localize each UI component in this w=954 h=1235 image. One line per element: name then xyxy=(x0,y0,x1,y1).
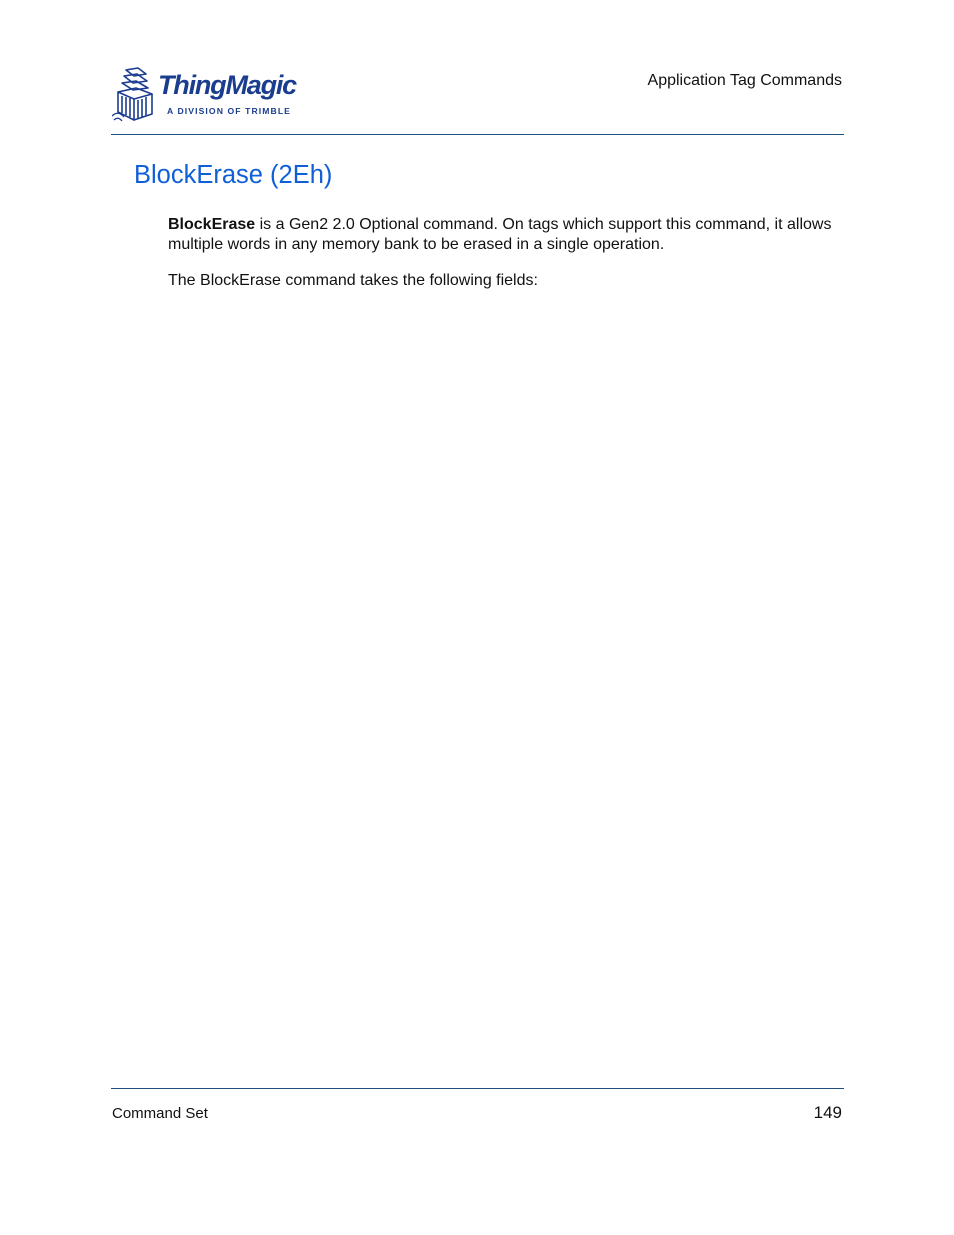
running-header-section: Application Tag Commands xyxy=(647,72,842,89)
header-rule xyxy=(111,134,844,135)
rfid-cube-icon xyxy=(112,66,162,124)
page-number: 149 xyxy=(813,1103,842,1122)
section-heading: BlockErase (2Eh) xyxy=(134,161,333,189)
thingmagic-logo xyxy=(112,66,312,126)
running-footer-section: Command Set xyxy=(112,1105,208,1122)
logo-tagline: A DIVISION OF TRIMBLE xyxy=(167,106,291,116)
footer-rule xyxy=(111,1088,844,1089)
intro-paragraph xyxy=(168,215,844,255)
intro-paragraph-text: is a Gen2 2.0 Optional command. On tags which support this command, it allows multiple words in any memory bank to be erased in a single operation. xyxy=(168,216,832,253)
command-name-bold: BlockErase xyxy=(168,216,256,233)
fields-intro-paragraph: The BlockErase command takes the following fields: xyxy=(168,272,538,289)
logo-wordmark: ThingMagic xyxy=(158,70,296,100)
